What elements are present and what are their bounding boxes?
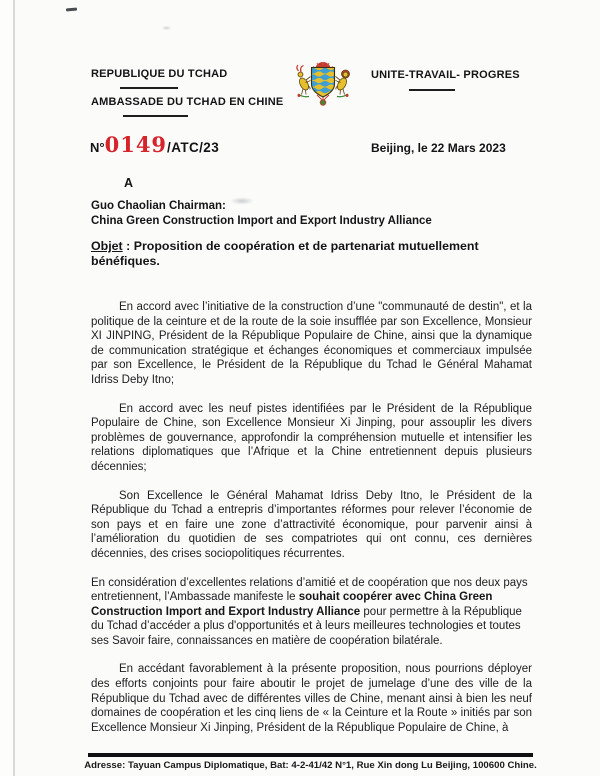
paragraph-text: pour permettre à la République du Tchad d’accéder a plus d'opportunités et à leurs meilleures technologies et toutes ses Savoir faire, connaissances en matière de coopération bilatérale. xyxy=(91,605,522,647)
addressee-block xyxy=(91,199,432,228)
addressee-organization: China Green Construction Import and Export Industry Alliance xyxy=(91,214,432,227)
subject-line xyxy=(91,239,515,269)
letter-paragraph xyxy=(91,576,532,649)
scan-edge-line xyxy=(13,0,15,776)
date-line: Beijing, le 22 Mars 2023 xyxy=(371,141,506,155)
addressee-name: Guo Chaolian Chairman: xyxy=(91,200,226,212)
subject-separator: : xyxy=(122,239,134,253)
letter-paragraph xyxy=(91,402,532,475)
footer-divider xyxy=(88,753,533,757)
paragraph-text: Son Excellence le Général Mahamat Idriss Deby Itno, le Président de la République du Tchad a entrepris d’importantes réformes pour relever l’économie de son pays et en faire une zone d’attractivité économique, pour parvenir ainsi à l’amélioration du quotidien de ses compatriotes qui ont connu, ces dernières décennies, des crises sociopolitiques récurrentes. xyxy=(91,489,532,560)
chad-coat-of-arms xyxy=(288,61,358,113)
shield xyxy=(310,67,340,100)
letterhead-left xyxy=(91,68,283,117)
divider xyxy=(123,115,188,117)
letter-paragraph xyxy=(91,300,532,388)
subject-label: Objet xyxy=(91,239,123,253)
scan-edge-strip xyxy=(0,0,13,776)
national-motto-block xyxy=(371,69,520,91)
reference-suffix: /ATC/23 xyxy=(167,140,220,155)
paragraph-text: En accédant favorablement à la présente proposition, nous pourrions déployer des efforts conjoints pour faire aboutir le projet de jumelage d’une des ville de la République du Tchad avec de différentes villes de Chine, menant ainsi à bien les neuf domaines de coopération et les cinq liens de « la Ceinture et la Route » initiés par son Excellence Monsieur Xi Jinping, Président de la République Populaire de Chine, à xyxy=(91,663,532,734)
divider xyxy=(120,87,178,89)
national-motto: UNITE-TRAVAIL- PROGRES xyxy=(371,69,520,81)
letter-paragraph xyxy=(91,489,532,562)
lion-supporter xyxy=(336,70,350,95)
paragraph-bold-text: souhait coopérer avec China Green Construction Import and Export Industry Alliance xyxy=(91,591,493,618)
scan-artifact xyxy=(160,25,173,31)
footer-address: Adresse: Tayuan Campus Diplomatique, Bat: 4-2-41/42 N°1, Rue Xin dong Lu Beijing, 100600 Chine. xyxy=(84,760,537,771)
reference-digits: 0149 xyxy=(104,132,168,157)
subject-text: Proposition de coopération et de partenariat mutuellement bénéfiques. xyxy=(91,239,479,268)
divider xyxy=(409,89,455,91)
country-title: REPUBLIQUE DU TCHAD xyxy=(91,68,228,80)
addressee-salutation: A xyxy=(124,176,134,190)
reference-number xyxy=(90,132,219,157)
paragraph-text: En accord avec l’initiative de la construction d’une "communauté de destin", et la politique de la ceinture et de la route de la soie insufflée par son Excellence, Monsieur XI JINPING, Président de la République Populaire de Chine, ainsi que la dynamique de communication stratégique et échanges économiques et commerciaux impulsée par son Excellence, le Président de la République du Tchad le Général Mahamat Idriss Deby Itno; xyxy=(91,301,532,386)
embassy-title: AMBASSADE DU TCHAD EN CHINE xyxy=(91,96,284,108)
letter-paragraph xyxy=(91,662,532,735)
paragraph-text: En considération d’excellentes relations d’amitié et de coopération que nos deux pays entretiennent, l’Ambassade manifeste le xyxy=(91,576,528,604)
paragraph-text: En accord avec les neuf pistes identifiées par le Président de la République Populaire de Chine, son Excellence Monsieur Xi Jinping, pour assouplir les divers problèmes de gouvernance, approfondir la compréhension mutuelle et intensifier les relations diplomatiques que l’Afrique et la Chine entretiennent depuis plusieurs décennies; xyxy=(91,402,532,473)
scan-artifact xyxy=(66,8,77,12)
letter-body xyxy=(91,300,532,749)
medal xyxy=(320,97,326,105)
goat-supporter xyxy=(297,65,311,95)
reference-prefix: N° xyxy=(90,140,105,155)
